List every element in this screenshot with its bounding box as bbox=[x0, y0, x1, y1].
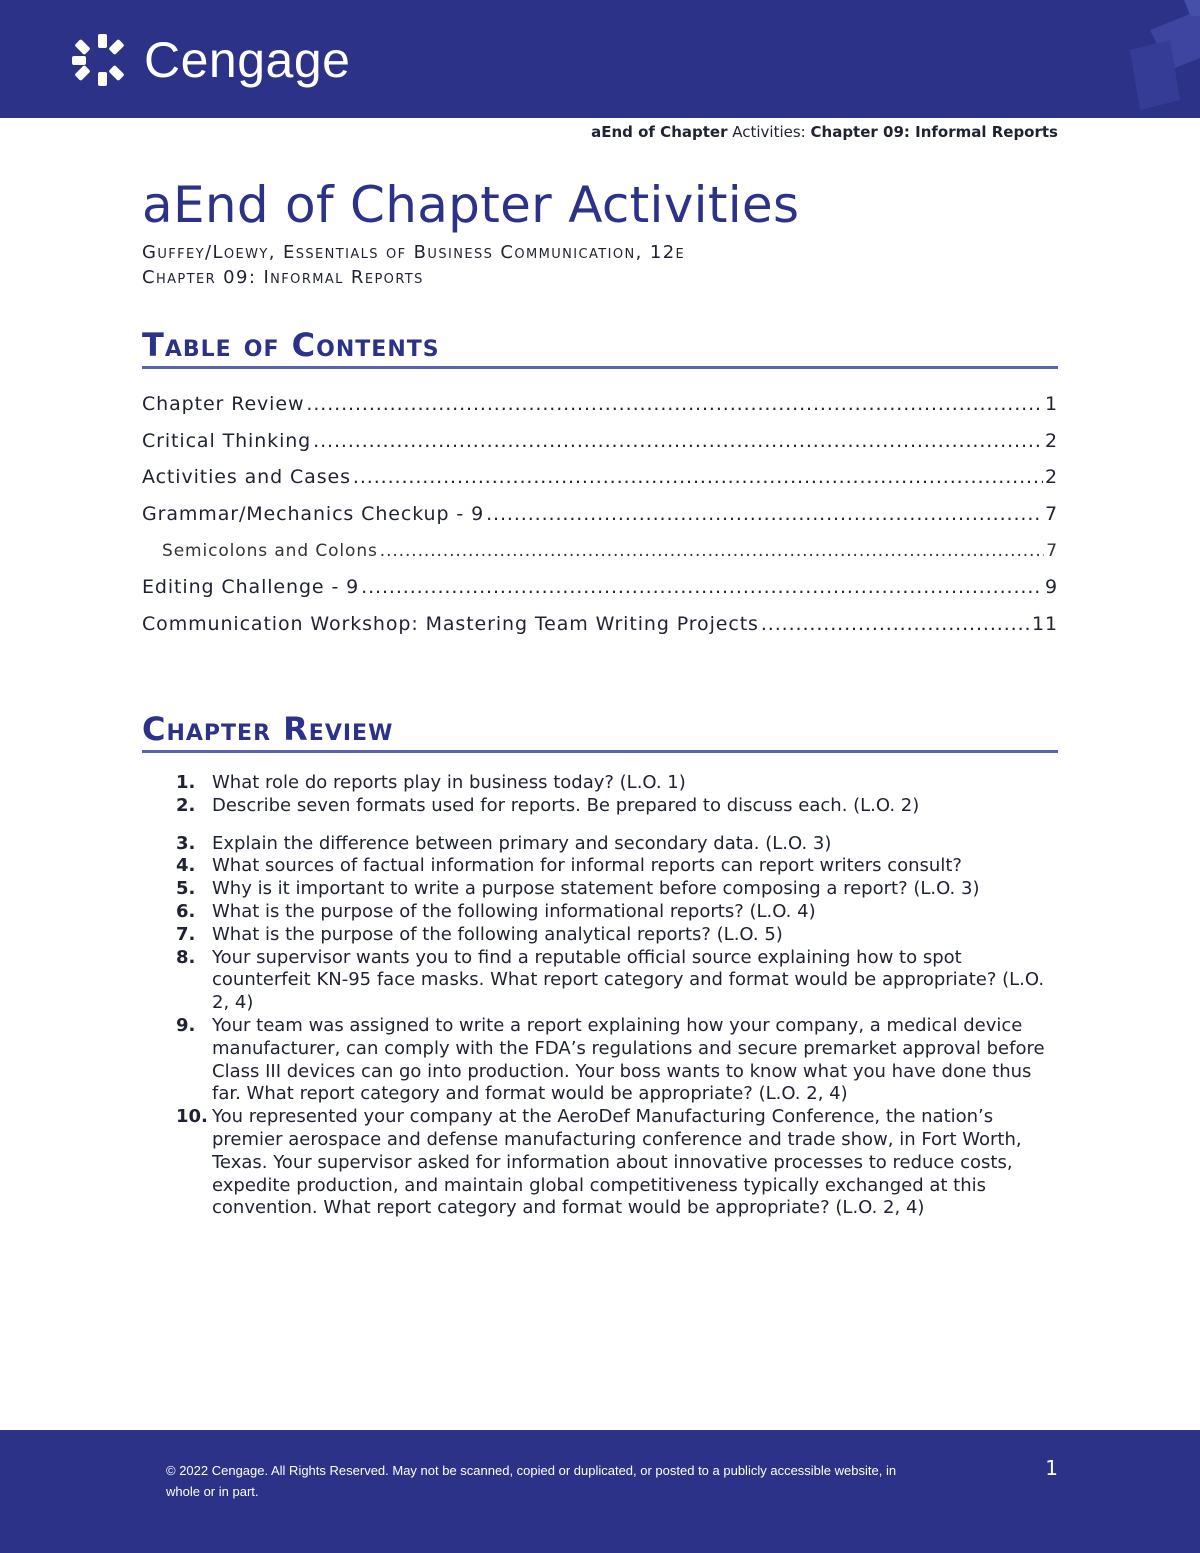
toc-entry-page: 2 bbox=[1045, 429, 1058, 452]
toc-entry-page: 11 bbox=[1032, 613, 1058, 636]
question-number: 8. bbox=[176, 946, 196, 968]
toc-entry-semicolons-colons[interactable] bbox=[142, 533, 1058, 570]
question-text: What is the purpose of the following informational reports? (L.O. 4) bbox=[212, 900, 816, 922]
toc-leader-dots bbox=[361, 569, 1043, 606]
list-item bbox=[142, 901, 1058, 924]
running-head bbox=[591, 123, 1058, 141]
copyright-notice: © 2022 Cengage. All Rights Reserved. May not be scanned, copied or duplicated, or posted to a publicly accessible website, in whole or in part. bbox=[166, 1463, 897, 1499]
question-number: 4. bbox=[176, 855, 196, 877]
running-head-part1: aEnd of Chapter bbox=[591, 123, 728, 141]
list-item bbox=[142, 1106, 1058, 1220]
question-text: Why is it important to write a purpose statement before composing a report? (L.O. 3) bbox=[212, 878, 980, 900]
document-title: aEnd of Chapter Activities bbox=[142, 176, 800, 234]
toc-entry-label: Critical Thinking bbox=[142, 429, 312, 452]
list-item bbox=[142, 772, 1058, 795]
logo-wordmark: Cengage bbox=[144, 32, 351, 88]
toc-entry-activities-and-cases[interactable] bbox=[142, 459, 1058, 496]
question-number: 1. bbox=[176, 772, 196, 793]
question-text: You represented your company at the AeroDef Manufacturing Conference, the nation’s premier aerospace and defense manufacturing conference and trade show, in Fort Worth, Texas. Your supervisor asked for information about innovative processes to reduce costs, expedite production, and maintain global competitiveness typically exchanged at this convention. What report category and format would be appropriate? (L.O. 2, 4) bbox=[212, 1106, 1022, 1219]
chapter-subtitle: Chapter 09: Informal Reports bbox=[142, 267, 424, 288]
question-text: What role do reports play in business today? (L.O. 1) bbox=[212, 772, 686, 793]
toc-entry-page: 1 bbox=[1045, 393, 1058, 415]
question-number: 2. bbox=[176, 794, 196, 816]
toc-leader-dots bbox=[380, 533, 1045, 570]
cengage-logo bbox=[72, 30, 350, 90]
question-number: 9. bbox=[176, 1014, 196, 1036]
toc-entry-page: 7 bbox=[1045, 503, 1058, 526]
toc-entry-page: 9 bbox=[1045, 576, 1058, 599]
toc-entry-label: Grammar/Mechanics Checkup - 9 bbox=[142, 503, 485, 526]
toc-leader-dots bbox=[313, 423, 1043, 460]
list-item bbox=[142, 878, 1058, 901]
review-question-list bbox=[142, 772, 1058, 1220]
question-number: 10. bbox=[176, 1106, 208, 1128]
book-subtitle: Guffey/Loewy, Essentials of Business Communication, 12e bbox=[142, 242, 686, 263]
toc-heading: Table of Contents bbox=[142, 326, 1058, 369]
question-text: Your supervisor wants you to find a reputable official source explaining how to spot counterfeit KN-95 face masks. What report category and format would be appropriate? (L.O. 2, 4) bbox=[212, 946, 1045, 1014]
toc-leader-dots bbox=[306, 386, 1043, 423]
page-footer-band bbox=[0, 1430, 1200, 1553]
toc-leader-dots bbox=[761, 606, 1030, 643]
decorative-shapes bbox=[1110, 0, 1200, 118]
toc-entry-label: Editing Challenge - 9 bbox=[142, 576, 360, 599]
toc-entry-chapter-review[interactable] bbox=[142, 386, 1058, 423]
cengage-logo-icon bbox=[72, 32, 132, 88]
toc-entry-grammar-mechanics[interactable] bbox=[142, 496, 1058, 533]
question-text: Describe seven formats used for reports. Be prepared to discuss each. (L.O. 2) bbox=[212, 794, 920, 816]
question-text: Explain the difference between primary and secondary data. (L.O. 3) bbox=[212, 832, 832, 854]
page-number: 1 bbox=[1045, 1456, 1058, 1480]
list-item bbox=[142, 1015, 1058, 1106]
list-item bbox=[142, 795, 1058, 818]
toc-entry-communication-workshop[interactable] bbox=[142, 606, 1058, 643]
toc-leader-dots bbox=[353, 459, 1043, 496]
toc-entry-critical-thinking[interactable] bbox=[142, 423, 1058, 460]
running-head-part2: Activities: bbox=[727, 123, 811, 141]
list-item bbox=[142, 833, 1058, 856]
table-of-contents bbox=[142, 386, 1058, 643]
question-text: What sources of factual information for informal reports can report writers consult? bbox=[212, 855, 962, 877]
toc-entry-page: 2 bbox=[1045, 466, 1058, 489]
toc-leader-dots bbox=[486, 496, 1043, 533]
list-item bbox=[142, 924, 1058, 947]
chapter-review-heading: Chapter Review bbox=[142, 710, 1058, 753]
toc-entry-editing-challenge[interactable] bbox=[142, 569, 1058, 606]
question-text: Your team was assigned to write a report explaining how your company, a medical device manufacturer, can comply with the FDA’s regulations and secure premarket approval before Class III devices can go into production. Your boss wants to know what you have done thus far. What report category and format would be appropriate? (L.O. 2, 4) bbox=[212, 1014, 1045, 1105]
toc-entry-label: Communication Workshop: Mastering Team Writing Projects bbox=[142, 613, 759, 636]
question-text: What is the purpose of the following analytical reports? (L.O. 5) bbox=[212, 923, 783, 945]
toc-entry-label: Activities and Cases bbox=[142, 466, 351, 489]
toc-entry-label: Chapter Review bbox=[142, 393, 305, 415]
list-item bbox=[142, 855, 1058, 878]
toc-entry-page: 7 bbox=[1046, 540, 1058, 561]
question-number: 7. bbox=[176, 923, 196, 945]
page-header-band bbox=[0, 0, 1200, 118]
question-number: 3. bbox=[176, 832, 196, 854]
list-item bbox=[142, 947, 1058, 1015]
question-number: 6. bbox=[176, 900, 196, 922]
toc-entry-label: Semicolons and Colons bbox=[162, 540, 378, 561]
question-number: 5. bbox=[176, 878, 196, 900]
running-head-part3: Chapter 09: Informal Reports bbox=[810, 123, 1058, 141]
